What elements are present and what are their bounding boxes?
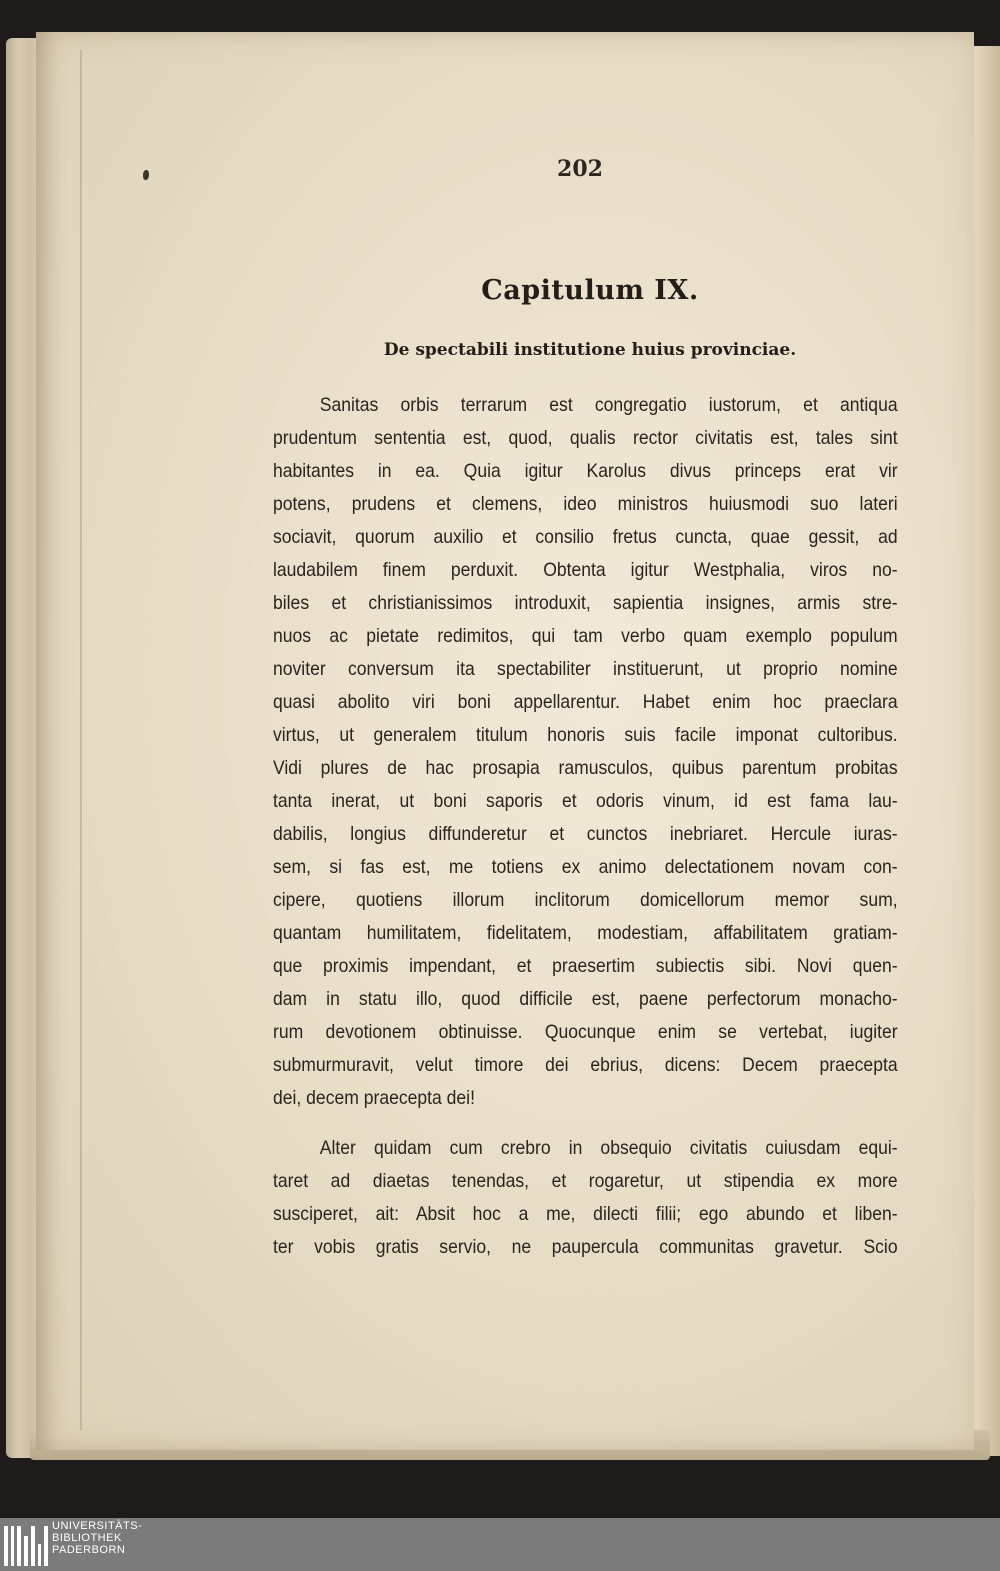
library-logo-icon — [4, 1522, 48, 1566]
library-logo-text — [52, 1520, 142, 1556]
body-text-inner — [273, 389, 898, 1264]
text-line: habitantes in ea. Quia igitur Karolus divus princeps erat vir — [273, 460, 898, 482]
page-gutter — [80, 50, 82, 1430]
text-line: prudentum sententia est, quod, qualis rector civitatis est, tales sint — [273, 427, 898, 449]
text-line: quasi abolito viri boni appellarentur. Habet enim hoc praeclara — [273, 691, 898, 713]
paragraph-gap — [273, 1115, 898, 1132]
text-line: noviter conversum ita spectabiliter instituerunt, ut proprio nomine — [273, 658, 898, 680]
chapter-title: Capitulum IX. — [481, 275, 699, 306]
text-line: rum devotionem obtinuisse. Quocunque enim se vertebat, iugiter — [273, 1021, 898, 1043]
text-line: dam in statu illo, quod difficile est, paene perfectorum monacho- — [273, 988, 898, 1010]
text-line: virtus, ut generalem titulum honoris suis facile imponat cultoribus. — [273, 724, 898, 746]
ink-mark — [143, 170, 149, 180]
text-line: cipere, quotiens illorum inclitorum domicellorum memor sum, — [273, 889, 898, 911]
text-line: Alter quidam cum crebro in obsequio civitatis cuiusdam equi- — [319, 1137, 898, 1159]
text-line: Vidi plures de hac prosapia ramusculos, quibus parentum probitas — [273, 757, 898, 779]
page-number: 202 — [557, 156, 603, 182]
chapter-subtitle: De spectabili institutione huius provinciae. — [383, 340, 797, 360]
text-line: sociavit, quorum auxilio et consilio fretus cuncta, quae gessit, ad — [273, 526, 898, 548]
text-line: quantam humilitatem, fidelitatem, modestiam, affabilitatem gratiam- — [273, 922, 898, 944]
text-line: Sanitas orbis terrarum est congregatio iustorum, et antiqua — [319, 394, 898, 416]
text-line: potens, prudens et clemens, ideo ministros huiusmodi suo lateri — [273, 493, 898, 515]
text-line: taret ad diaetas tenendas, et rogaretur, ut stipendia ex more — [273, 1170, 898, 1192]
text-line: dabilis, longius diffunderetur et cunctos inebriaret. Hercule iuras- — [273, 823, 898, 845]
text-line: dei, decem praecepta dei! — [273, 1087, 475, 1109]
text-line: biles et christianissimos introduxit, sapientia insignes, armis stre- — [273, 592, 898, 614]
text-line: submurmuravit, velut timore dei ebrius, dicens: Decem praecepta — [273, 1054, 898, 1076]
text-line: nuos ac pietate redimitos, qui tam verbo quam exemplo populum — [273, 625, 898, 647]
body-text — [273, 389, 898, 1264]
logo-line: BIBLIOTHEK — [52, 1532, 122, 1544]
text-line: sem, si fas est, me totiens ex animo delectationem novam con- — [273, 856, 898, 878]
text-line: que proximis impendant, et praesertim subiectis sibi. Novi quen- — [273, 955, 898, 977]
library-footer — [0, 1518, 1000, 1571]
text-line: tanta inerat, ut boni saporis et odoris vinum, id est fama lau- — [273, 790, 898, 812]
logo-line: PADERBORN — [52, 1544, 126, 1556]
text-line: susciperet, ait: Absit hoc a me, dilecti filii; ego abundo et liben- — [273, 1203, 898, 1225]
text-line: ter vobis gratis servio, ne paupercula communitas gravetur. Scio — [273, 1236, 898, 1258]
logo-line: UNIVERSITÄTS- — [52, 1520, 143, 1532]
text-line: laudabilem finem perduxit. Obtenta igitur Westphalia, viros no- — [273, 559, 898, 581]
